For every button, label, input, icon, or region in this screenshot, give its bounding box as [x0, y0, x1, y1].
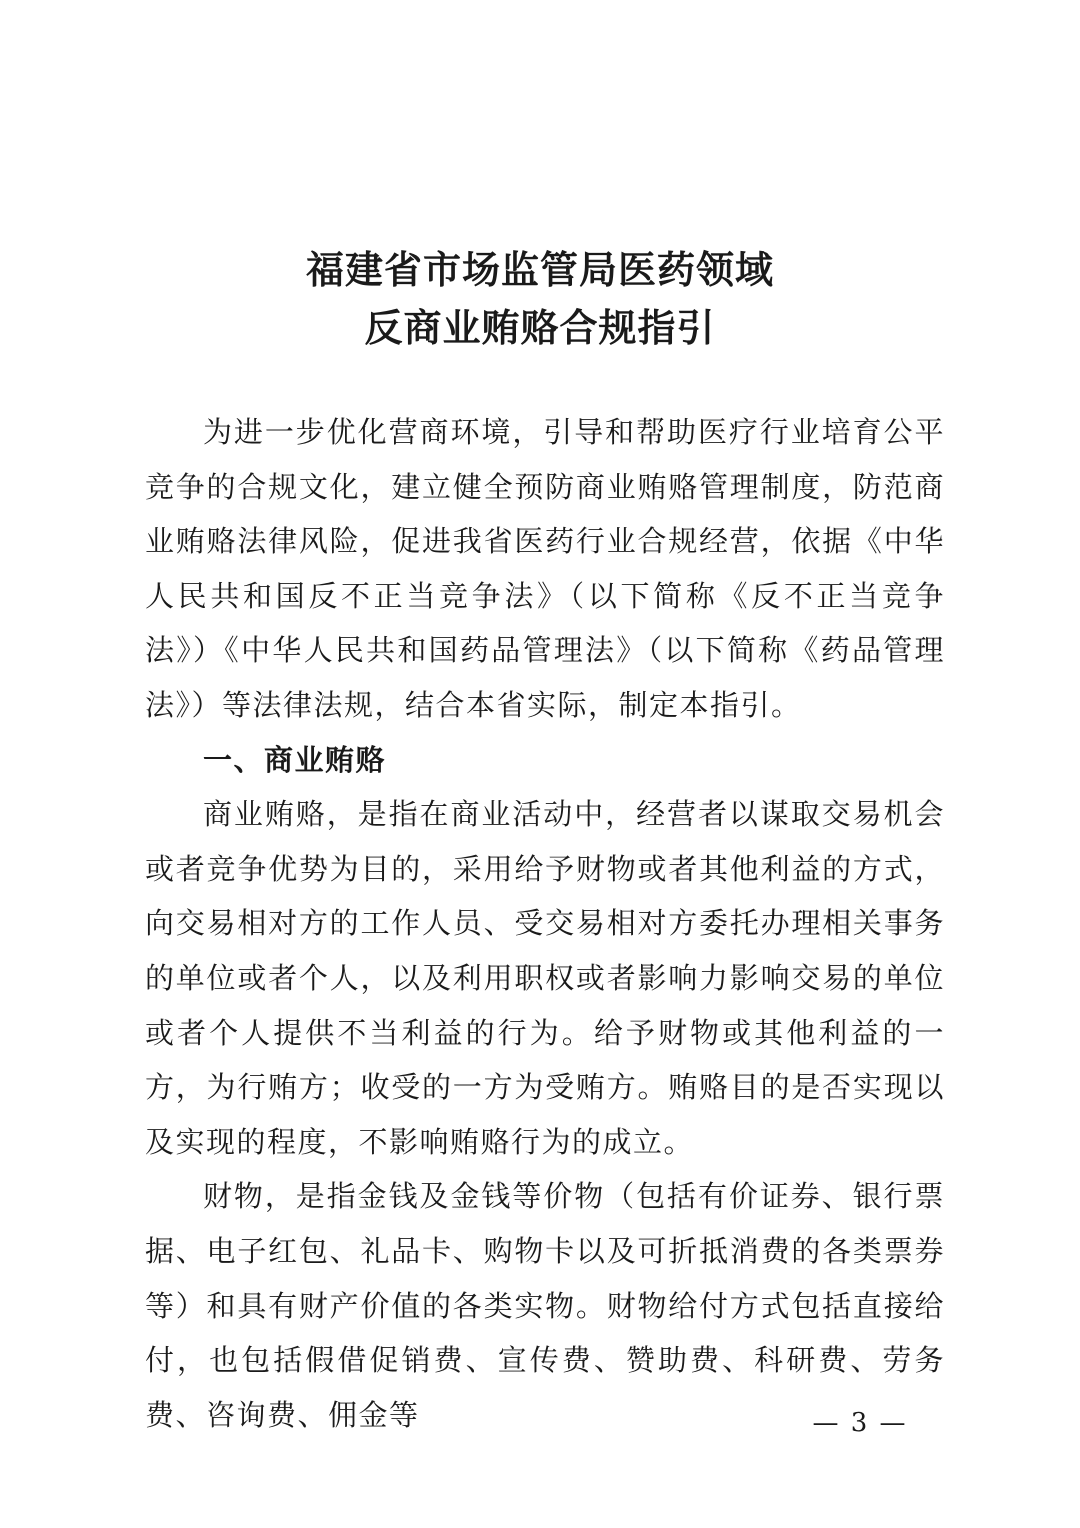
document-title-line-2: 反商业贿赂合规指引	[364, 305, 716, 350]
definition-paragraph: 商业贿赂，是指在商业活动中，经营者以谋取交易机会或者竞争优势为目的，采用给予财物或者其他利益的方式，向交易相对方的工作人员、受交易相对方委托办理相关事务的单位或者个人，以及利用职权或者影响力影响交易的单位或者个人提供不当利益的行为。给予财物或其他利益的一方，为行贿方；收受的一方为受贿方。贿赂目的是否实现以及实现的程度，不影响贿赂行为的成立。	[145, 797, 945, 1159]
intro-paragraph: 为进一步优化营商环境，引导和帮助医疗行业培育公平竞争的合规文化，建立健全预防商业贿赂管理制度，防范商业贿赂法律风险，促进我省医药行业合规经营，依据《中华人民共和国反不正当竞争法》（以下简称《反不正当竞争法》）《中华人民共和国药品管理法》（以下简称《药品管理法》）等法律法规，结合本省实际，制定本指引。	[145, 415, 945, 722]
section-heading-commercial-bribery: 一、商业贿赂	[203, 742, 387, 777]
document-title-line-1: 福建省市场监管局医药领域	[305, 247, 774, 292]
document-body	[145, 405, 945, 1442]
page-number: — 3 —	[812, 1408, 908, 1438]
property-paragraph: 财物，是指金钱及金钱等价物（包括有价证券、银行票据、电子红包、礼品卡、购物卡以及可折抵消费的各类票券等）和具有财产价值的各类实物。财物给付方式包括直接给付，也包括假借促销费、宣传费、赞助费、科研费、劳务费、咨询费、佣金等	[145, 1179, 945, 1432]
